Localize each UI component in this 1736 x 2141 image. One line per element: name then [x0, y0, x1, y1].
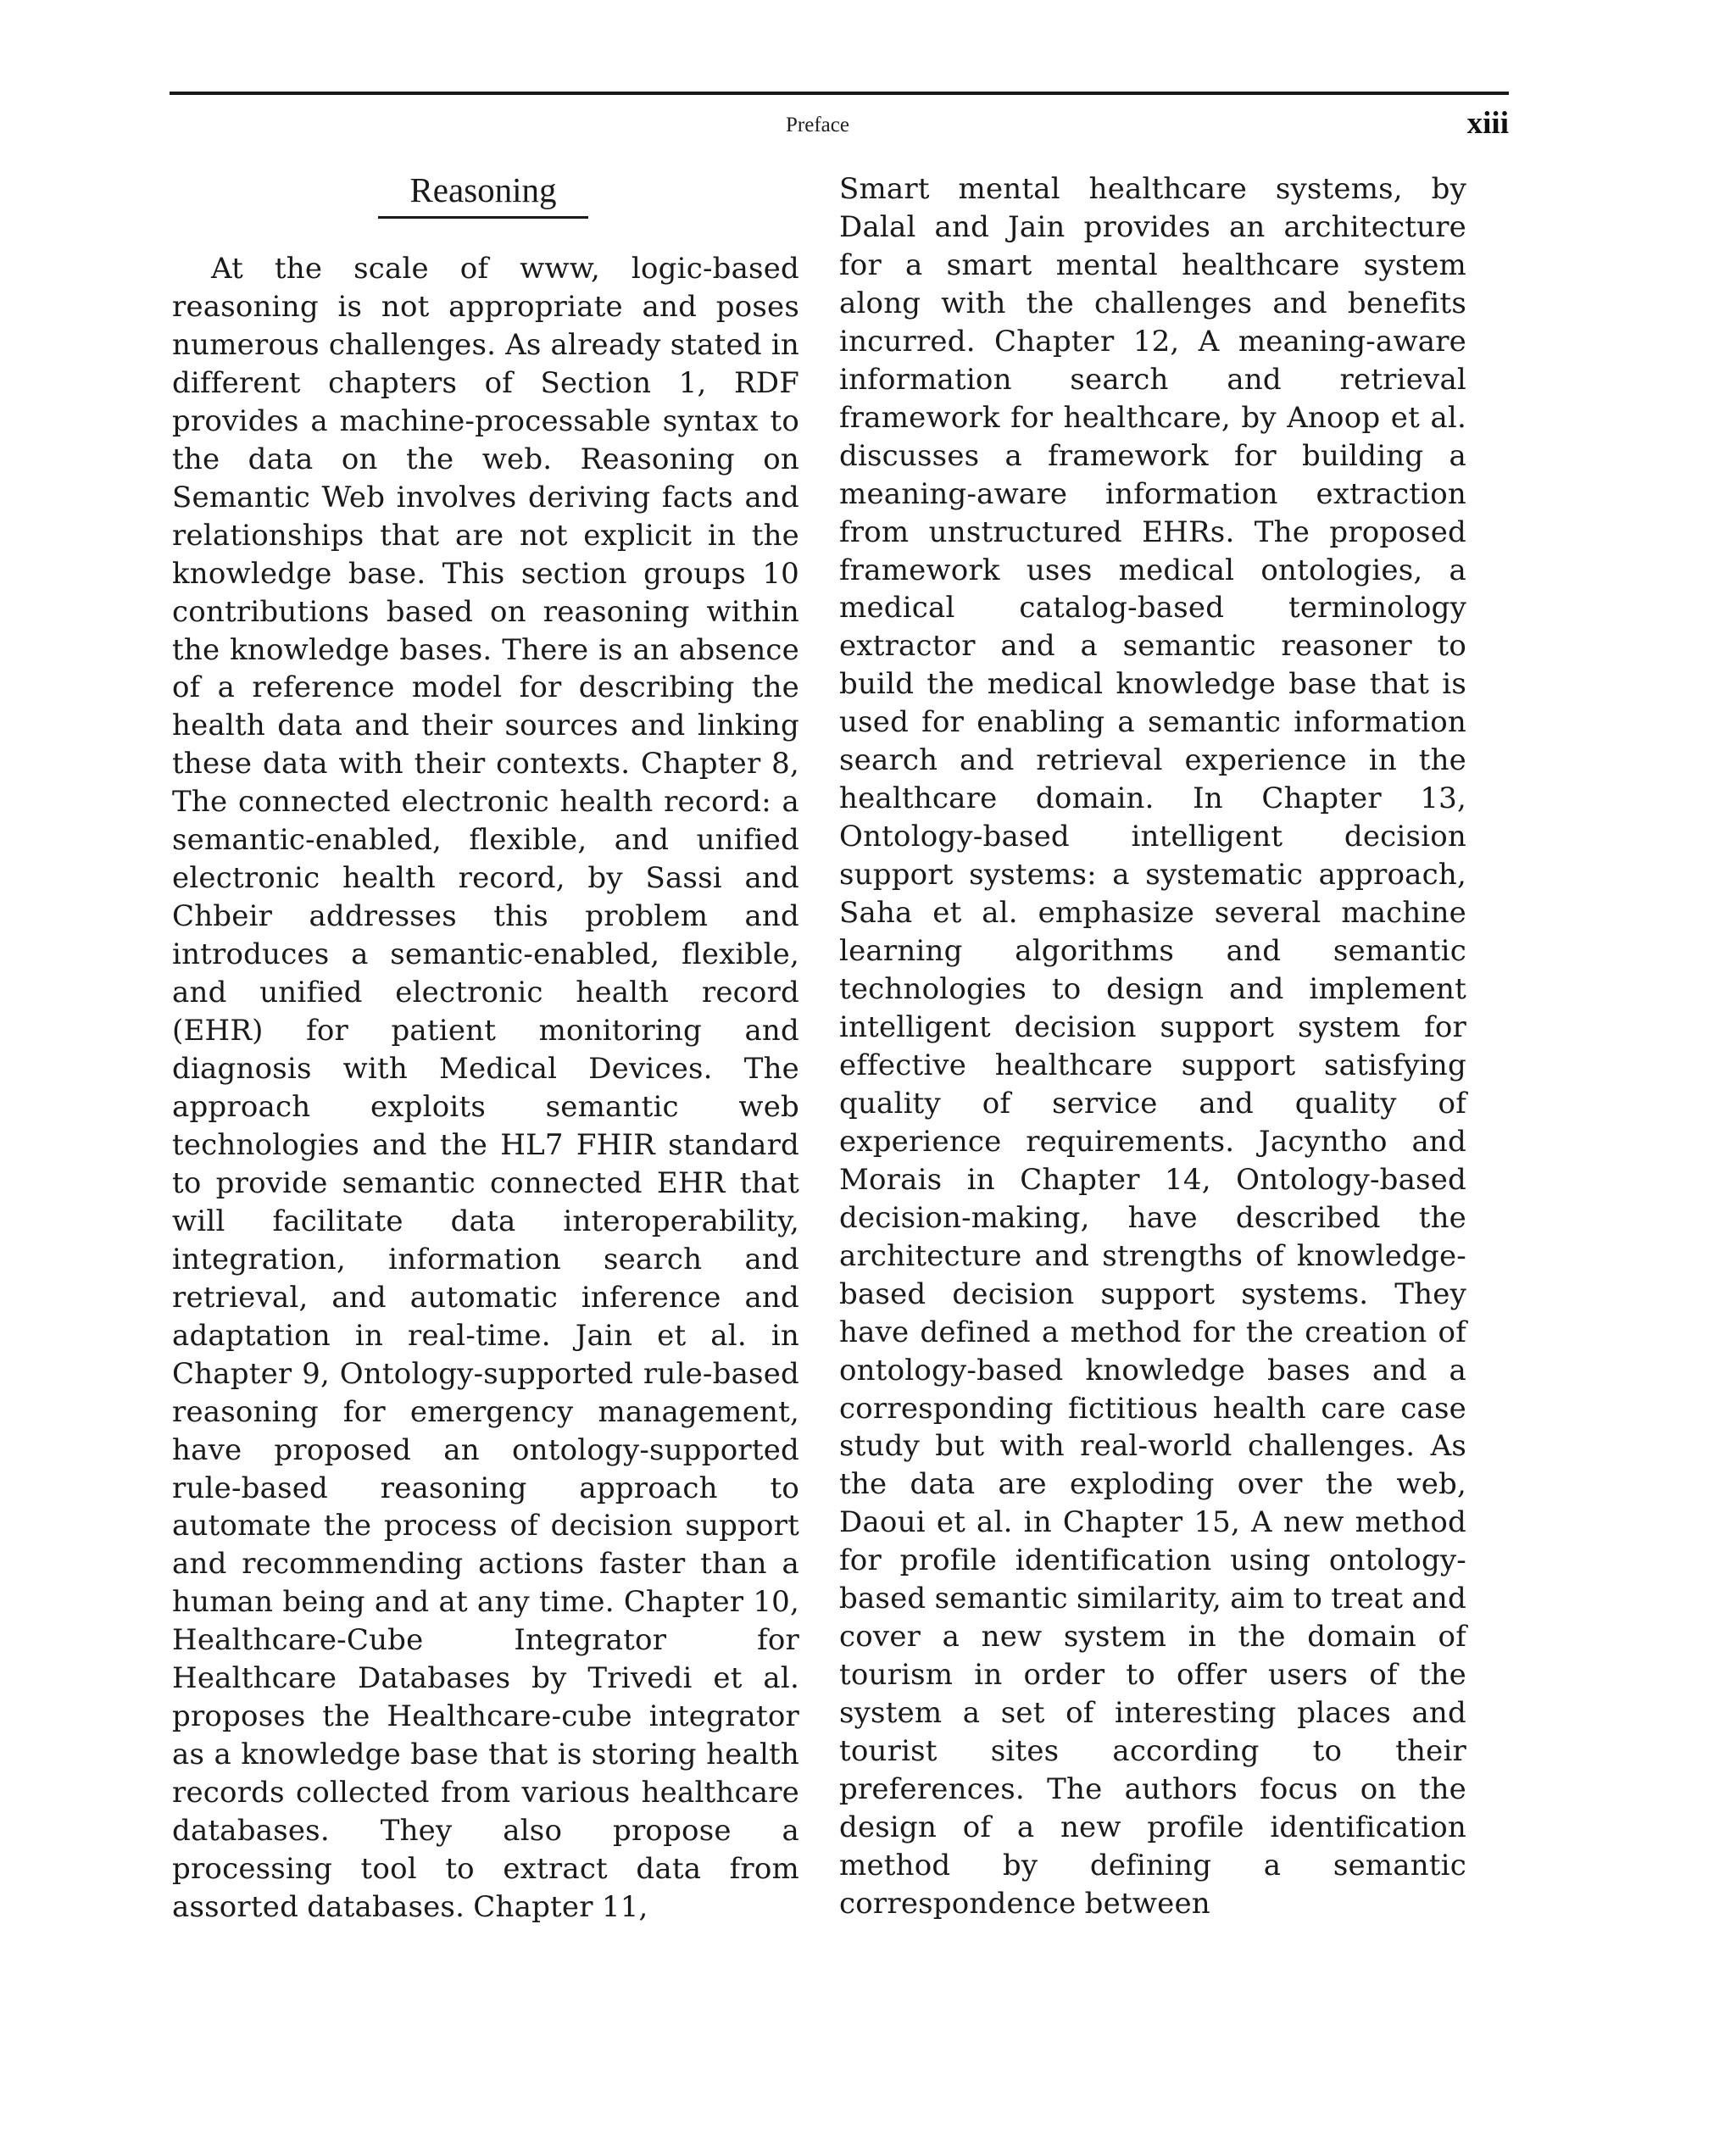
- section-heading: Reasoning: [409, 170, 557, 209]
- running-head: Preface: [786, 114, 849, 136]
- body-text-left-column: At the scale of www, logic-based reasoning is not appropriate and poses numerous challenges. As already stated in different chapters of Section 1, RDF provides a machine-processable syntax to the data on the web. Reasoning on Semantic Web involves deriving facts and relationships that are not explicit in the knowledge base. This section groups 10 contributions based on reasoning within the knowledge bases. There is an absence of a reference model for describing the health data and their sources and linking these data with their contexts. Chapter 8, The connected electronic health record: a semantic-enabled, flexible, and unified electronic health record, by Sassi and Chbeir addresses this problem and introduces a semantic-enabled, flexible, and unified electronic health record (EHR) for patient monitoring and diagnosis with Medical Devices. The approach exploits semantic web technologies and the HL7 FHIR standard to provide semantic connected EHR that will facilitate data interoperability, integration, information search and retrieval, and automatic inference and adaptation in real-time. Jain et al. in Chapter 9, Ontology-supported rule-based reasoning for emergency management, have proposed an ontology-supported rule-based reasoning approach to automate the process of decision support and recommending actions faster than a human being and at any time. Chapter 10, Healthcare-Cube Integrator for Healthcare Databases by Trivedi et al. proposes the Healthcare-cube integrator as a knowledge base that is storing health records collected from various healthcare databases. They also propose a processing tool to extract data from assorted databases. Chapter 11,: [172, 252, 799, 1924]
- section-heading-underline: [378, 216, 588, 219]
- page-number: xiii: [1466, 106, 1509, 141]
- header-rule: [170, 92, 1509, 95]
- body-text-right-column: Smart mental healthcare systems, by Dalal and Jain provides an architecture for a smart mental healthcare system along with the challenges and benefits incurred. Chapter 12, A meaning-aware information search and retrieval framework for healthcare, by Anoop et al. discusses a framework for building a meaning-aware information extraction from unstructured EHRs. The proposed framework uses medical ontologies, a medical catalog-based terminology extractor and a semantic reasoner to build the medical knowledge base that is used for enabling a semantic information search and retrieval experience in the healthcare domain. In Chapter 13, Ontology-based intelligent decision support systems: a systematic approach, Saha et al. emphasize several machine learning algorithms and semantic technologies to design and implement intelligent decision support system for effective healthcare support satisfying quality of service and quality of experience requirements. Jacyntho and Morais in Chapter 14, Ontology-based decision-making, have described the architecture and strengths of knowledge-based decision support systems. They have defined a method for the creation of ontology-based knowledge bases and a corresponding fictitious health care case study but with real-world challenges. As the data are exploding over the web, Daoui et al. in Chapter 15, A new method for profile identification using ontology-based semantic similarity, aim to treat and cover a new system in the domain of tourism in order to offer users of the system a set of interesting places and tourist sites according to their preferences. The authors focus on the design of a new profile identification method by defining a semantic correspondence between: [839, 172, 1466, 1921]
